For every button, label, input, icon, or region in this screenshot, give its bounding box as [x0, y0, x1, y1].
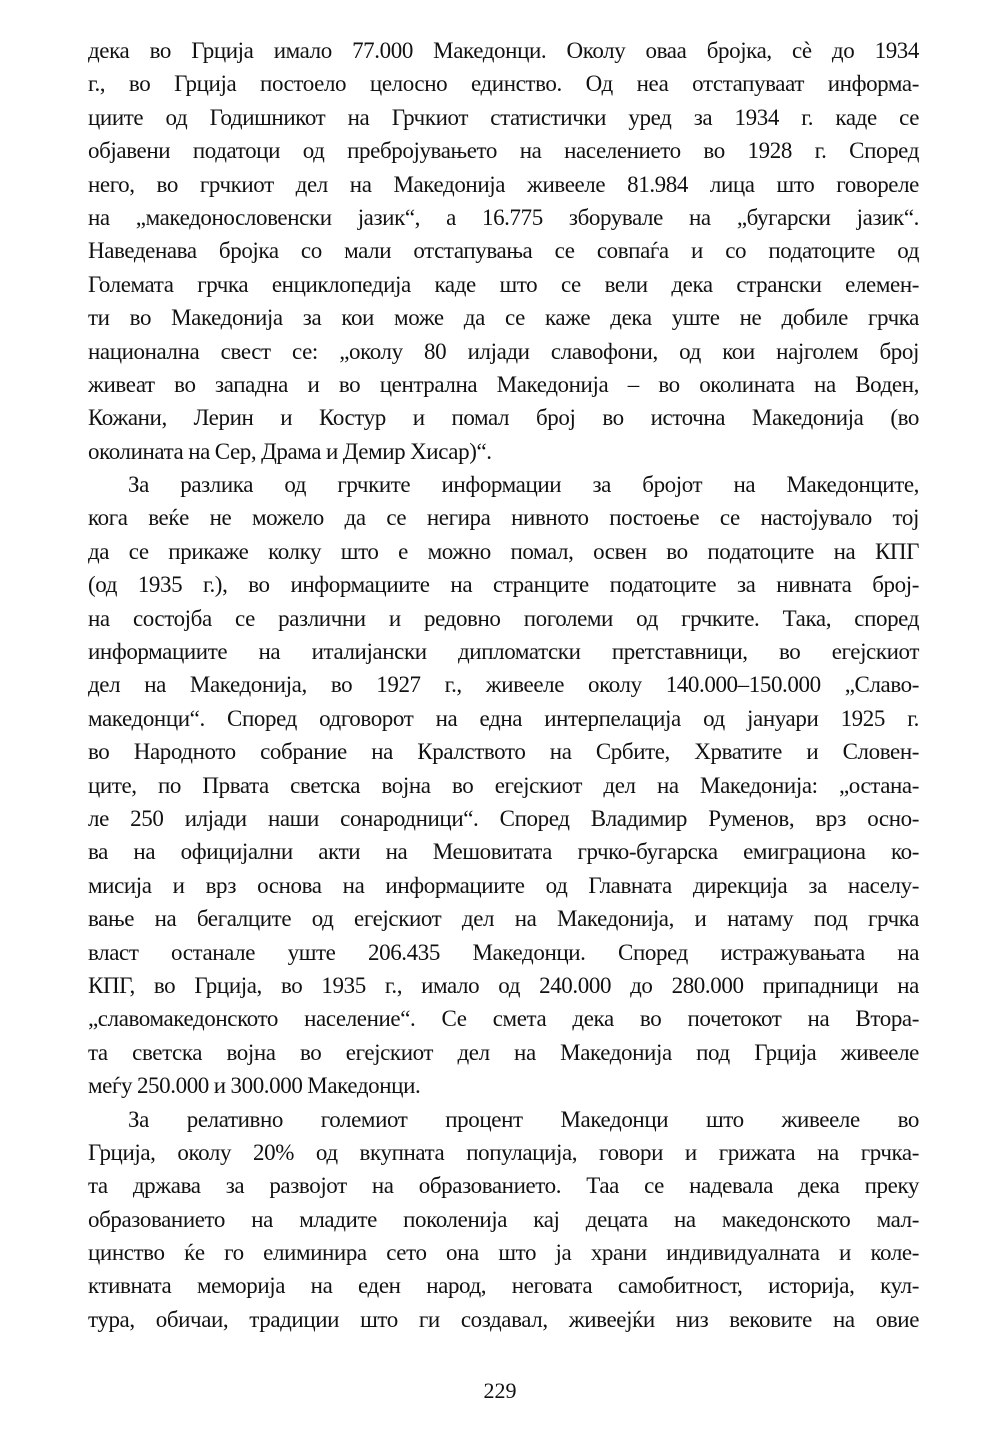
text-line: Големата грчка енциклопедија каде што се вели дека странски елемен- [88, 271, 919, 297]
text-line: цинство ќе го елиминира сето она што ја храни индивидуалната и коле- [88, 1240, 919, 1266]
text-line: (од 1935 г.), во информациите на странците податоците за нивната број- [88, 572, 919, 598]
text-line: КПГ, во Грција, во 1935 г., имало од 240.000 до 280.000 припадници на [88, 972, 919, 998]
text-line: ците, по Првата светска војна во егејскиот дел на Македонија: „остана- [88, 772, 919, 798]
text-line: вање на бегалците од егејскиот дел на Македонија, и натаму под грчка [88, 906, 919, 932]
text-line: Наведенава бројка со мали отстапувања се совпаѓа и со податоците од [88, 238, 919, 264]
text-line: циите од Годишникот на Грчкиот статистички уред за 1934 г. каде се [88, 104, 919, 130]
text-line: на „македонословенски јазик“, а 16.775 зборувале на „бугарски јазик“. [88, 204, 919, 230]
text-line: ле 250 илјади наши сонародници“. Според Владимир Руменов, врз осно- [88, 805, 919, 831]
text-line: него, во грчкиот дел на Македонија живееле 81.984 лица што говореле [88, 171, 919, 197]
text-line: информациите на италијански дипломатски претставници, во егејскиот [88, 639, 919, 665]
page-body [88, 34, 919, 1336]
text-line: ктивната меморија на еден народ, неговата самобитност, историја, кул- [88, 1273, 919, 1299]
text-line: та светска војна во егејскиот дел на Македонија под Грција живееле [88, 1039, 919, 1065]
text-line: образованието на младите поколенија кај децата на македонското мал- [88, 1206, 919, 1232]
paragraph [88, 34, 919, 468]
text-line: објавени податоци од пребројувањето на населението во 1928 г. Според [88, 138, 919, 164]
text-line: За релативно големиот процент Македонци што живееле во [128, 1106, 919, 1132]
text-line: да се прикаже колку што е можно помал, освен во податоците на КПГ [88, 538, 919, 564]
text-line: живеат во западна и во централна Македонија – во околината на Воден, [88, 371, 919, 397]
text-line: дел на Македонија, во 1927 г., живееле околу 140.000–150.000 „Славо- [88, 672, 919, 698]
text-line: ва на официјални акти на Мешовитата грчко-бугарска емиграциона ко- [88, 839, 919, 865]
text-line: та држава за развојот на образованието. Таа се надевала дека преку [88, 1173, 919, 1199]
text-line: македонци“. Според одговорот на една интерпелација од јануари 1925 г. [88, 705, 919, 731]
text-line: г., во Грција постоело целосно единство. Од неа отстапуваат информа- [88, 71, 919, 97]
text-line: на состојба се различни и редовно поголеми од грчките. Така, според [88, 605, 919, 631]
text-line: власт останале уште 206.435 Македонци. Според истражувањата на [88, 939, 919, 965]
paragraph [88, 1103, 919, 1337]
text-line: меѓу 250.000 и 300.000 Македонци. [88, 1073, 421, 1099]
text-line: За разлика од грчките информации за бројот на Македонците, [128, 472, 919, 498]
paragraph [88, 468, 919, 1102]
text-line: „славомакедонското население“. Се смета дека во почетокот на Втора- [88, 1006, 919, 1032]
text-line: околината на Сер, Драма и Демир Хисар)“. [88, 438, 492, 464]
text-line: национална свест се: „околу 80 илјади славофони, од кои најголем број [88, 338, 919, 364]
text-line: ти во Македонија за кои може да се каже дека уште не добиле грчка [88, 305, 919, 331]
text-line: тура, обичаи, традиции што ги создавал, живеејќи низ вековите на овие [88, 1306, 919, 1332]
text-line: Кожани, Лерин и Костур и помал број во источна Македонија (во [88, 405, 919, 431]
text-line: Грција, околу 20% од вкупната популација, говори и грижата на грчка- [88, 1139, 919, 1165]
text-line: кога веќе не можело да се негира нивното постоење се настојувало тој [88, 505, 919, 531]
text-line: дека во Грција имало 77.000 Македонци. Околу оваа бројка, сè до 1934 [88, 38, 919, 63]
text-line: мисија и врз основа на информациите од Главната дирекција за населу- [88, 872, 919, 898]
text-line: во Народното собрание на Кралството на Србите, Хрватите и Словен- [88, 739, 919, 765]
page-number: 229 [483, 1378, 517, 1403]
